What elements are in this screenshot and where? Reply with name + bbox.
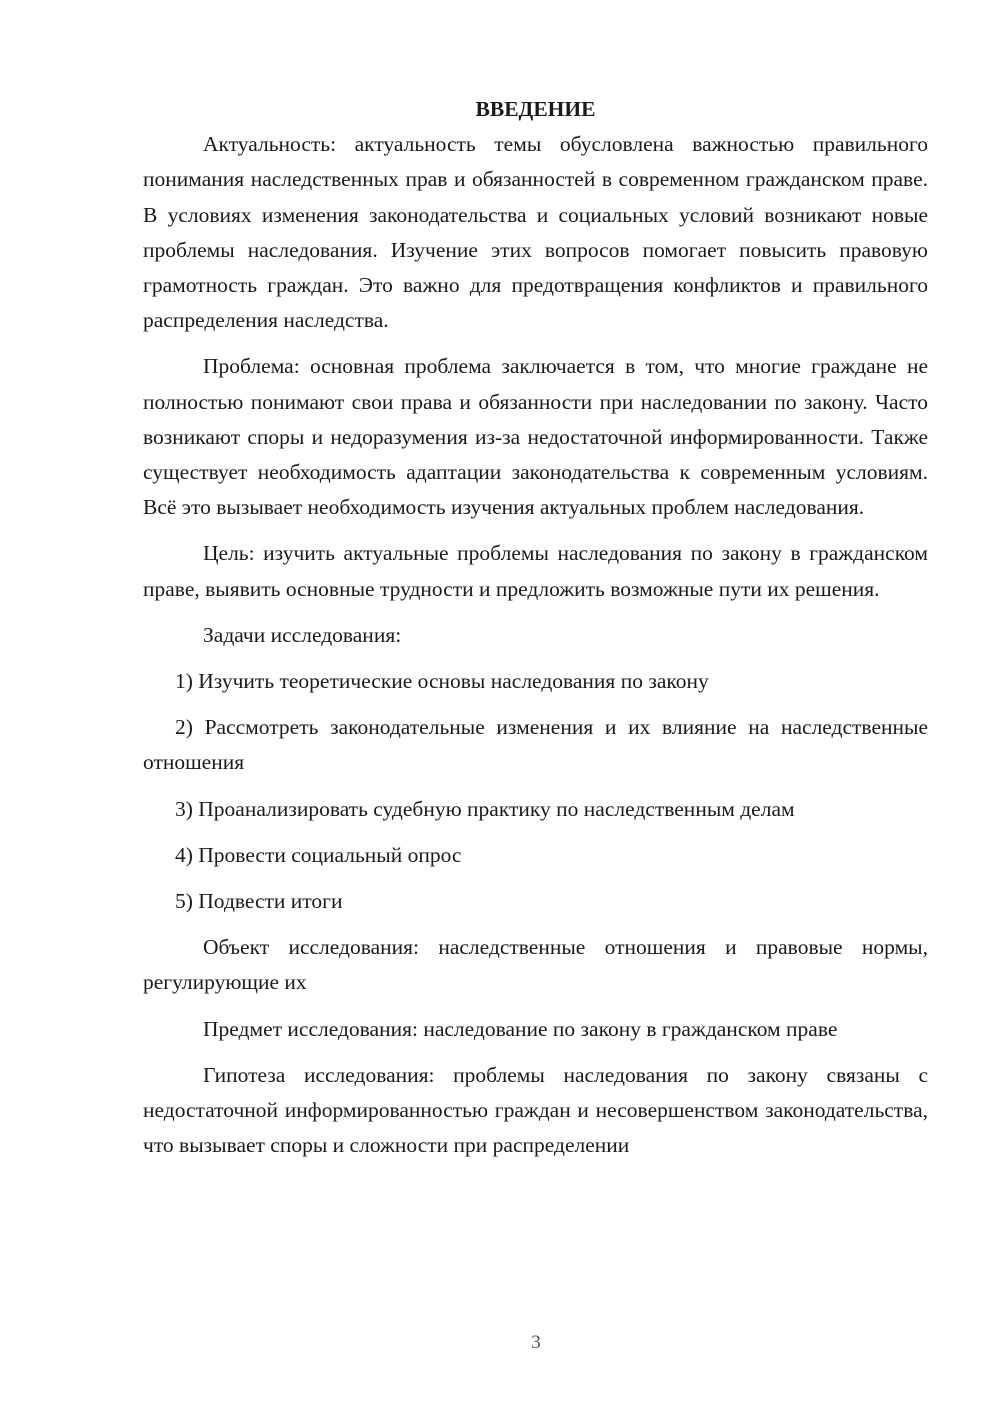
task-item-3: 3) Проанализировать судебную практику по наследственным делам — [175, 796, 795, 821]
document-body — [143, 92, 928, 1174]
task-item-5: 5) Подвести итоги — [175, 889, 343, 914]
page-title: ВВЕДЕНИЕ — [475, 97, 596, 121]
paragraph-relevance: Актуальность: актуальность темы обусловлена важностью правильного понимания наследственных прав и обязанностей в современном гражданском праве. В условиях изменения законодательства и социальных условий возникают новые проблемы наследования. Изучение этих вопросов помогает повысить правовую грамотность граждан. Это важно для предотвращения конфликтов и правильного распределения наследства. — [143, 132, 928, 333]
task-item-1: 1) Изучить теоретические основы наследования по закону — [175, 669, 709, 694]
paragraph-subject: Предмет исследования: наследование по закону в гражданском праве — [203, 1016, 838, 1041]
paragraph-goal: Цель: изучить актуальные проблемы наследования по закону в гражданском праве, выявить основные трудности и предложить возможные пути их решения. — [143, 541, 928, 601]
task-item-4: 4) Провести социальный опрос — [175, 842, 462, 867]
paragraph-problem: Проблема: основная проблема заключается в том, что многие граждане не полностью понимают свои права и обязанности при наследовании по закону. Часто возникают споры и недоразумения из-за недостаточной информированности. Также существует необходимость адаптации законодательства к современным условиям. Всё это вызывает необходимость изучения актуальных проблем наследования. — [143, 354, 928, 520]
paragraph-hypothesis: Гипотеза исследования: проблемы наследования по закону связаны с недостаточной информированностью граждан и несовершенством законодательства, что вызывает споры и сложности при распределении — [143, 1062, 928, 1158]
paragraph-object: Объект исследования: наследственные отношения и правовые нормы, регулирующие их — [143, 935, 928, 995]
page-number: 3 — [531, 1332, 541, 1353]
paragraph-tasks-heading: Задачи исследования: — [203, 622, 402, 647]
task-item-2: 2) Рассмотреть законодательные изменения и их влияние на наследственные отношения — [143, 715, 928, 775]
